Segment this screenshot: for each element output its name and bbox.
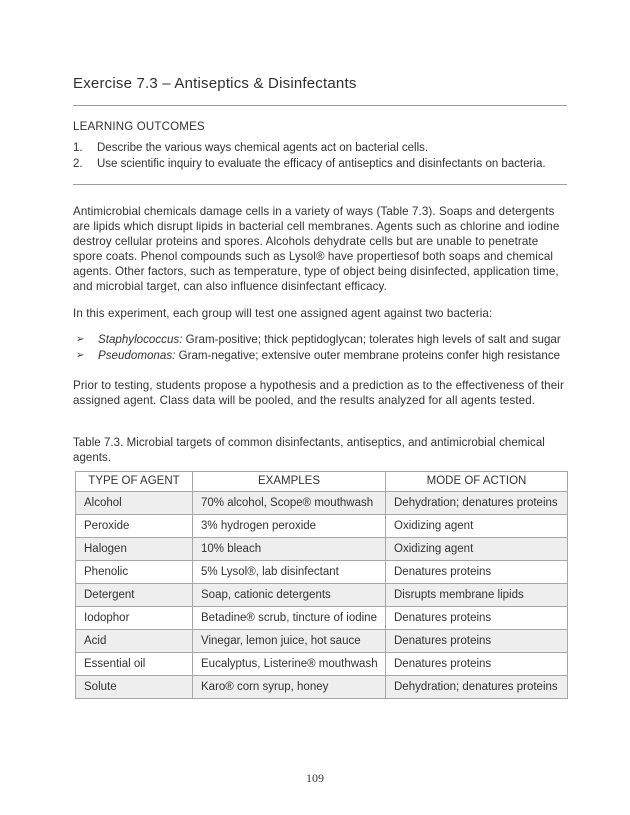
page-title: Exercise 7.3 – Antiseptics & Disinfectants [73,75,357,92]
divider-under-title [73,105,567,106]
agents-table-header [76,472,568,492]
table-row [76,676,568,699]
table-cell: Dehydration; denatures proteins [386,492,568,515]
table-cell: Detergent [76,584,193,607]
table-row [76,561,568,584]
table-row [76,653,568,676]
column-header: MODE OF ACTION [386,472,568,492]
table-cell: Halogen [76,538,193,561]
table-cell: Eucalyptus, Listerine® mouthwash [193,653,386,676]
list-item-number: 2. [73,157,83,170]
table-cell: Iodophor [76,607,193,630]
list-item-number: 1. [73,142,83,154]
table-cell: Oxidizing agent [386,538,568,561]
list-item [73,332,567,348]
list-item [73,157,567,173]
table-cell: Karo® corn syrup, honey [193,676,386,699]
table-cell: Denatures proteins [386,630,568,653]
table-row [76,584,568,607]
arrow-bullet-icon: ➢ [76,334,85,346]
table-cell: 5% Lysol®, lab disinfectant [193,561,386,584]
table-cell: Essential oil [76,653,193,676]
list-item-text: Describe the various ways chemical agents act on bacterial cells. [97,142,429,154]
table-cell: Oxidizing agent [386,515,568,538]
genus-name: Staphylococcus: [98,333,183,347]
table-row [76,515,568,538]
table-cell: Denatures proteins [386,607,568,630]
agents-table [75,471,568,699]
hypothesis-paragraph: Prior to testing, students propose a hypothesis and a prediction as to the effectiveness of their assigned agent. Class data will be pooled, and the results analyzed for all agents tested. [73,379,564,408]
page-content [73,0,567,699]
page-number: 109 [306,771,324,785]
list-item [73,141,567,157]
table-cell: Acid [76,630,193,653]
table-row [76,630,568,653]
table-cell: Solute [76,676,193,699]
table-cell: 3% hydrogen peroxide [193,515,386,538]
table-cell: Dehydration; denatures proteins [386,676,568,699]
table-cell: 10% bleach [193,538,386,561]
table-cell: Phenolic [76,561,193,584]
column-header: TYPE OF AGENT [76,472,193,492]
table-header-row [76,472,568,492]
table-cell: Disrupts membrane lipids [386,584,568,607]
list-item-text [98,332,561,348]
bullet-description: Gram-negative; extensive outer membrane proteins confer high resistance [175,348,561,362]
table-caption: Table 7.3. Microbial targets of common disinfectants, antiseptics, and antimicrobial chemical agents. [73,437,545,465]
list-item-text [98,348,560,364]
table-cell: Betadine® scrub, tincture of iodine [193,607,386,630]
table-cell: Alcohol [76,492,193,515]
arrow-bullet-icon: ➢ [76,349,85,361]
agents-table-body [76,492,568,699]
table-cell: Vinegar, lemon juice, hot sauce [193,630,386,653]
table-row [76,492,568,515]
list-item-text: Use scientific inquiry to evaluate the efficacy of antiseptics and disinfectants on bacteria. [97,157,546,170]
table-row [76,538,568,561]
bacteria-bullet-list [73,332,567,363]
list-item [73,348,567,364]
table-cell: Peroxide [76,515,193,538]
bullet-description: Gram-positive; thick peptidoglycan; tolerates high levels of salt and sugar [182,333,561,347]
table-row [76,607,568,630]
intro-paragraph: Antimicrobial chemicals damage cells in a variety of ways (Table 7.3). Soaps and detergents are lipids which disrupt lipids in bacterial cell membranes. Agents such as chlorine and iodine destroy cellular proteins and spores. Alcohols dehydrate cells but are unable to penetrate spore coats. Phenol compounds such as Lysol® have propertiesof both soaps and chemical agents. Other factors, such as temperature, type of object being disinfected, application time, and microbial target, can also influence disinfectant efficacy. [73,205,560,293]
table-cell: Soap, cationic detergents [193,584,386,607]
learning-outcomes-heading: LEARNING OUTCOMES [73,121,205,133]
column-header: EXAMPLES [193,472,386,492]
table-cell: Denatures proteins [386,653,568,676]
table-cell: Denatures proteins [386,561,568,584]
divider-under-outcomes [73,184,567,185]
table-cell: 70% alcohol, Scope® mouthwash [193,492,386,515]
experiment-paragraph: In this experiment, each group will test one assigned agent against two bacteria: [73,306,493,320]
learning-outcomes-list [73,141,567,172]
genus-name: Pseudomonas: [98,348,176,362]
